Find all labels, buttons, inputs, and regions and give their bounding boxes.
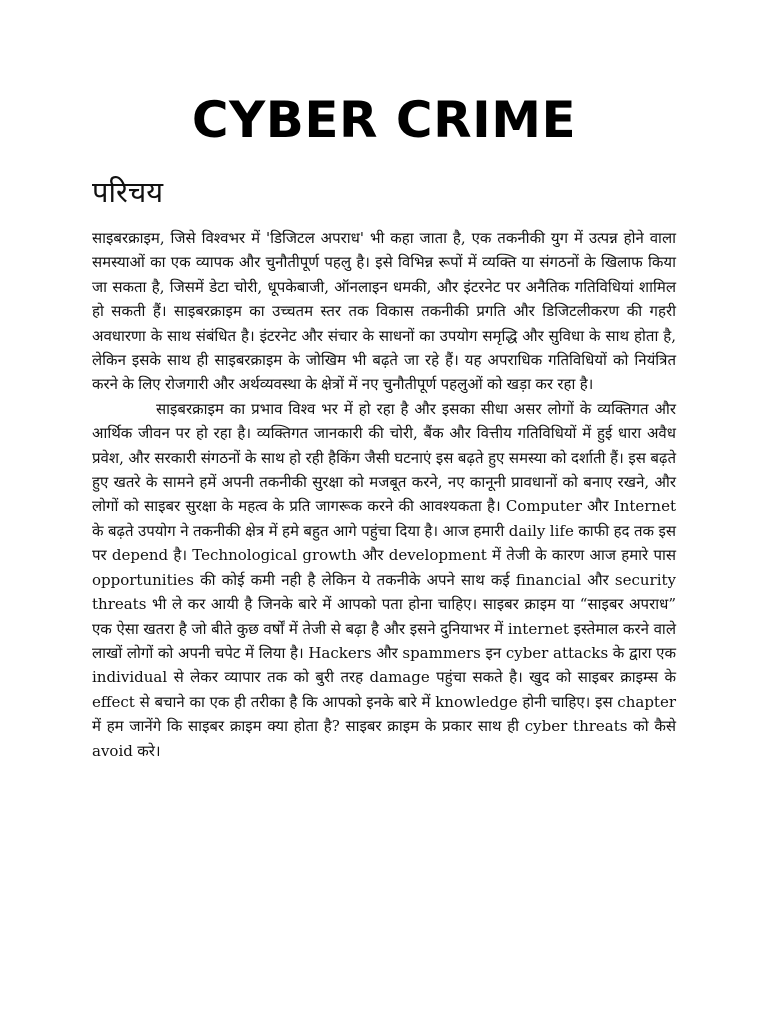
paragraph-intro: साइबरक्राइम, जिसे विश्वभर में 'डिजिटल अपराध' भी कहा जाता है, एक तकनीकी युग में उत्पन्न होने वाला समस्याओं का एक व्यापक और चुनौतीपूर्ण पहलु है। इसे विभिन्न रूपों में व्यक्ति या संगठनों के खिलाफ किया जा सकता है, जिसमें डेटा चोरी, धूपकेबाजी, ऑनलाइन धमकी, और इंटरनेट पर अनैतिक गतिविधियां शामिल हो सकती हैं। साइबरक्राइम का उच्चतम स्तर तक विकास तकनीकी प्रगति और डिजिटलीकरण की गहरी अवधारणा के साथ संबंधित है। इंटरनेट और संचार के साधनों का उपयोग समृद्धि और सुविधा के साथ होता है, लेकिन इसके साथ ही साइबरक्राइम के जोखिम भी बढ़ते जा रहे हैं। यह अपराधिक गतिविधियों को नियंत्रित करने के लिए रोजगारी और अर्थव्यवस्था के क्षेत्रों में नए चुनौतीपूर्ण पहलुओं को खड़ा कर रहा है। xyxy=(92,229,676,394)
document-title: CYBER CRIME xyxy=(191,91,577,149)
paragraph-impact: साइबरक्राइम का प्रभाव विश्व भर में हो रहा है और इसका सीधा असर लोगों के व्यक्तिगत और आर्थिक जीवन पर हो रहा है। व्यक्तिगत जानकारी की चोरी, बैंक और वित्तीय गतिविधियों में हुई धारा अवैध प्रवेश, और सरकारी संगठनों के साथ हो रही हैकिंग जैसी घटनाएं इस बढ़ते हुए समस्या को दर्शाती हैं। इस बढ़ते हुए खतरे के सामने हमें अपनी तकनीकी सुरक्षा को मजबूत करने, नए कानूनी प्रावधानों को बनाए रखने, और लोगों को साइबर सुरक्षा के महत्व के प्रति जागरूक करने की आवश्यकता है। Computer और Internet के बढ़ते उपयोग ने तकनीकी क्षेत्र में हमे बहुत आगे पहुंचा दिया है। आज हमारी daily life काफी हद तक इस पर depend है। Technological growth और development में तेजी के कारण आज हमारे पास opportunities की कोई कमी नही है लेकिन ये तकनीके अपने साथ कई financial और security threats भी ले कर आयी है जिनके बारे में आपको पता होना चाहिए। साइबर क्राइम या “साइबर अपराध” एक ऐसा खतरा है जो बीते कुछ वर्षों में तेजी से बढ़ा है और इसने दुनियाभर में internet इस्तेमाल करने वाले लाखों लोगों को अपनी चपेट में लिया है। Hackers और spammers इन cyber attacks के द्वारा एक individual से लेकर व्यापार तक को बुरी तरह damage पहुंचा सकते है। खुद को साइबर क्राइम्स के effect से बचाने का एक ही तरीका है कि आपको इनके बारे में knowledge होनी चाहिए। इस chapter में हम जानेंगे कि साइबर क्राइम क्या होता है? साइबर क्राइम के प्रकार साथ ही cyber threats को कैसे avoid करे। xyxy=(92,399,676,760)
section-heading: परिचय xyxy=(92,175,164,209)
